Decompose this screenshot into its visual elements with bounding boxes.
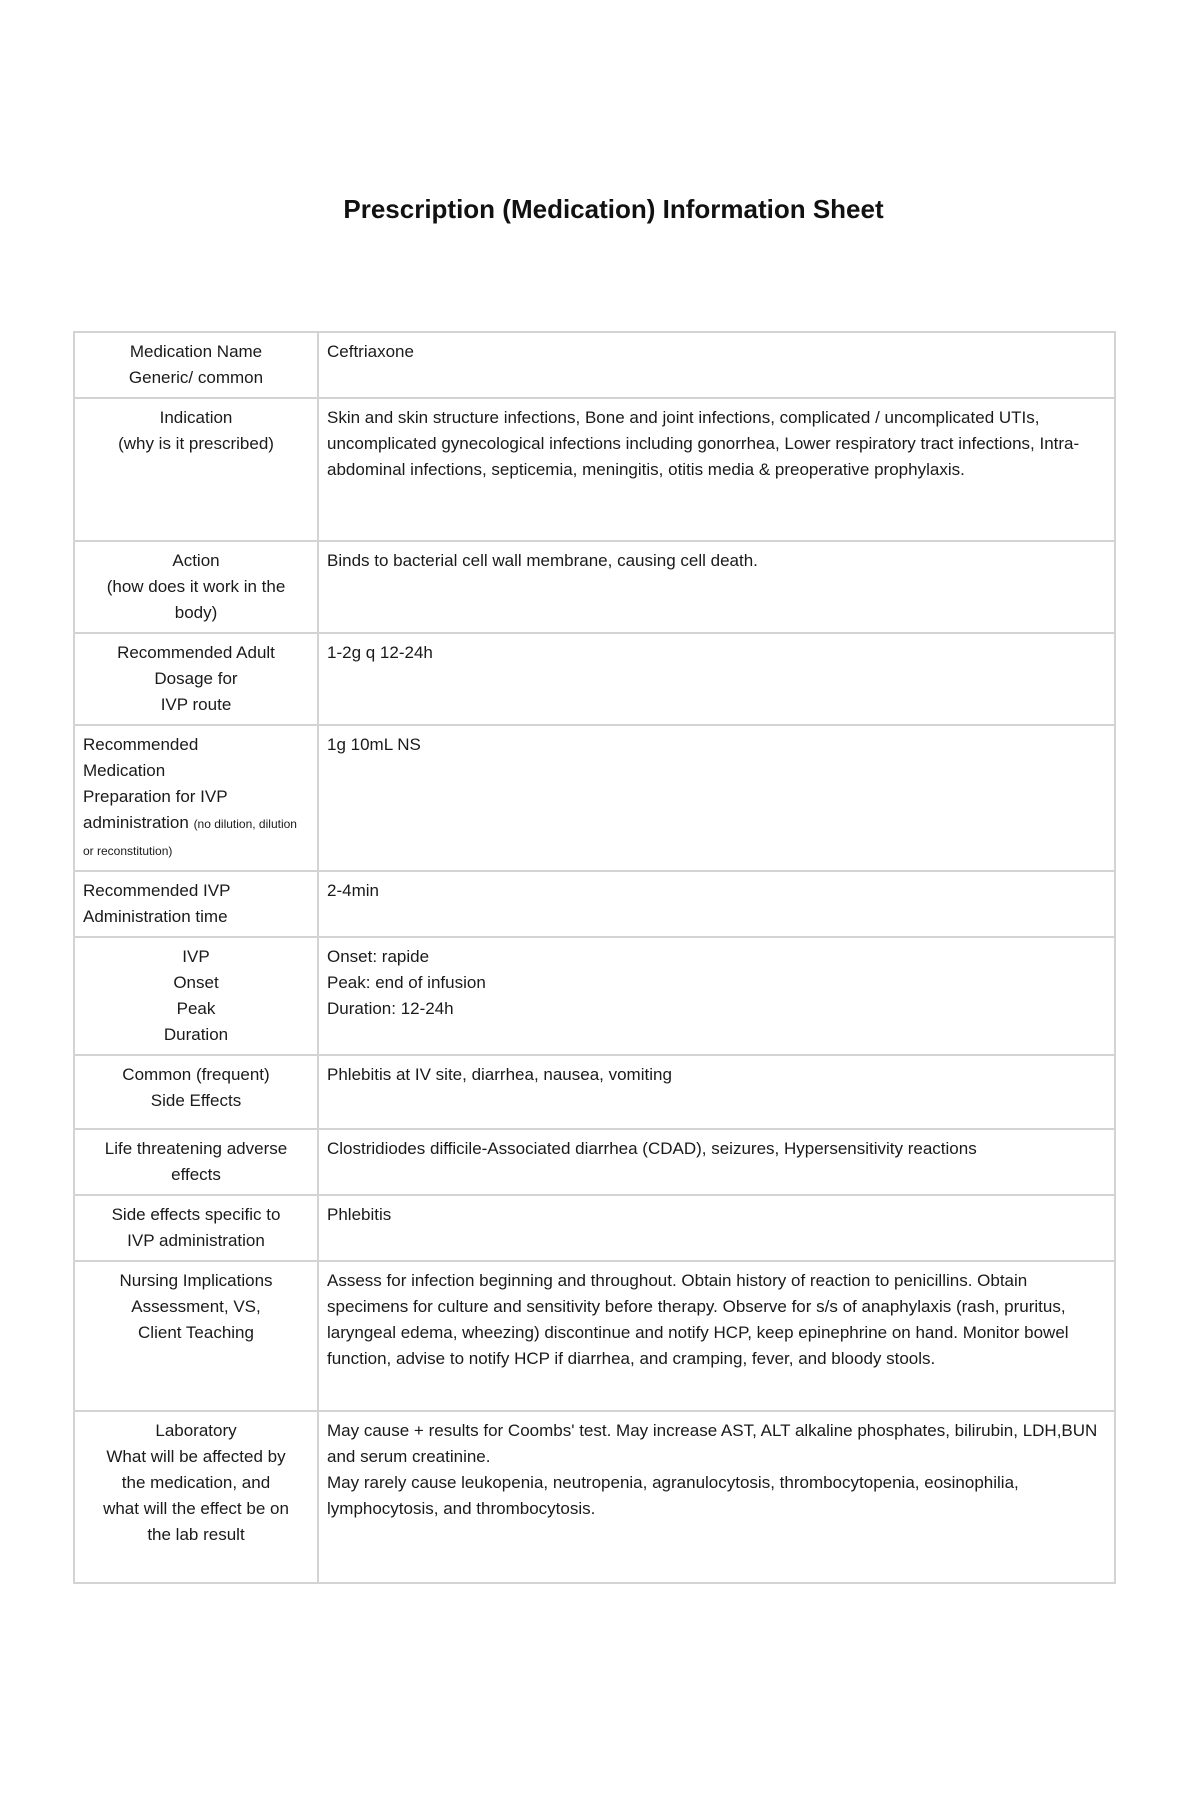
table-row <box>74 937 1115 1055</box>
row-value: 2-4min <box>318 871 1115 937</box>
row-value: Clostridiodes difficile-Associated diarrhea (CDAD), seizures, Hypersensitivity reactions <box>318 1129 1115 1195</box>
row-label: Recommended Adult Dosage for IVP route <box>74 633 318 725</box>
row-value: 1-2g q 12-24h <box>318 633 1115 725</box>
row-value: Phlebitis <box>318 1195 1115 1261</box>
row-value: Phlebitis at IV site, diarrhea, nausea, vomiting <box>318 1055 1115 1129</box>
table-row <box>74 1411 1115 1583</box>
row-label: Medication Name Generic/ common <box>74 332 318 398</box>
row-value: Assess for infection beginning and throughout. Obtain history of reaction to penicillins. Obtain specimens for culture and sensitivity before therapy. Observe for s/s of anaphylaxis (rash, pruritus, laryngeal edema, wheezing) discontinue and notify HCP, keep epinephrine on hand. Monitor bowel function, advise to notify HCP if diarrhea, and cramping, fever, and bloody stools. <box>318 1261 1115 1411</box>
row-value: Onset: rapide Peak: end of infusion Duration: 12-24h <box>318 937 1115 1055</box>
row-value: Skin and skin structure infections, Bone and joint infections, complicated / uncomplicated UTIs, uncomplicated gynecological infections including gonorrhea, Lower respiratory tract infections, Intra-abdominal infections, septicemia, meningitis, otitis media & preoperative prophylaxis. <box>318 398 1115 541</box>
table-row <box>74 1055 1115 1129</box>
page-title: Prescription (Medication) Information Sheet <box>343 194 884 224</box>
table-row <box>74 398 1115 541</box>
row-label: Recommended Medication Preparation for IVP administration (no dilution, dilution or reconstitution) <box>74 725 318 871</box>
table-row <box>74 332 1115 398</box>
row-label: Side effects specific to IVP administration <box>74 1195 318 1261</box>
row-value: 1g 10mL NS <box>318 725 1115 871</box>
row-label: Life threatening adverse effects <box>74 1129 318 1195</box>
label-note: (no dilution, dilution or reconstitution) <box>83 817 297 858</box>
row-label: IVP Onset Peak Duration <box>74 937 318 1055</box>
row-value: Ceftriaxone <box>318 332 1115 398</box>
table-row <box>74 1195 1115 1261</box>
row-value: Binds to bacterial cell wall membrane, causing cell death. <box>318 541 1115 633</box>
medication-info-table <box>73 331 1116 1584</box>
row-label: Common (frequent) Side Effects <box>74 1055 318 1129</box>
table-row <box>74 871 1115 937</box>
table-row <box>74 1261 1115 1411</box>
row-label: Laboratory What will be affected by the medication, and what will the effect be on the lab result <box>74 1411 318 1583</box>
row-label: Nursing Implications Assessment, VS, Client Teaching <box>74 1261 318 1411</box>
row-label: Indication (why is it prescribed) <box>74 398 318 541</box>
row-value: May cause + results for Coombs' test. May increase AST, ALT alkaline phosphates, bilirubin, LDH,BUN and serum creatinine. May rarely cause leukopenia, neutropenia, agranulocytosis, thrombocytopenia, eosinophilia, lymphocytosis, and thrombocytosis. <box>318 1411 1115 1583</box>
table-row <box>74 1129 1115 1195</box>
table-row <box>74 541 1115 633</box>
row-label: Action (how does it work in the body) <box>74 541 318 633</box>
table-row <box>74 633 1115 725</box>
table-row <box>74 725 1115 871</box>
row-label: Recommended IVP Administration time <box>74 871 318 937</box>
